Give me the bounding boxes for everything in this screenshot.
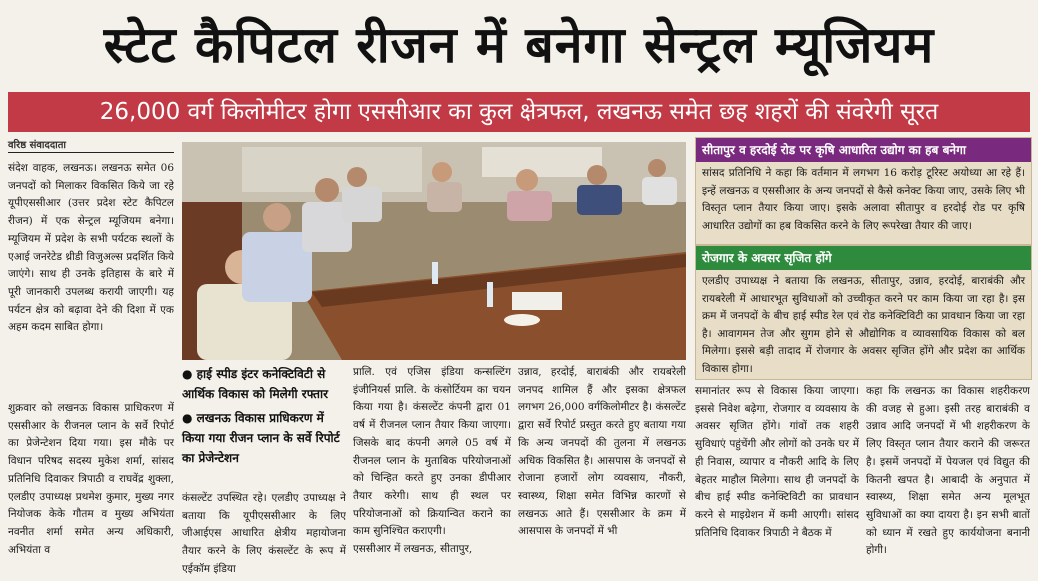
subheadline: 26,000 वर्ग किलोमीटर होगा एससीआर का कुल क्षेत्रफल, लखनऊ समेत छह शहरों की संवरेगी सूरत — [8, 92, 1030, 132]
highlight-item: ● लखनऊ विकास प्राधिकरण में किया गया रीजन प्लान के सर्वे रिपोर्ट का प्रेजेन्टेशन — [182, 411, 340, 465]
headline: स्टेट कैपिटल रीजन में बनेगा सेन्ट्रल म्यूजियम — [103, 16, 935, 74]
sidebox-employment-title: रोजगार के अवसर सृजित होंगे — [696, 246, 1031, 270]
column-3-body: प्रालि. एवं एजिस इंडिया कन्सल्टिंग इंजीनियर्स प्रालि. के कंसोर्टियम का चयन किया गया है। कंसल्टेंट कंपनी द्वारा 01 वर्ष में रीजनल प्लान तैयार किया जाएगा। जिसके बाद कंपनी अगले 05 वर्ष में रीजनल प्लान के मुताबिक परियोजनाओं को चिन्हित करते हुए उनका डीपीआर तैयार करेगी। साथ ही स्थल पर परियोजनाओं को क्रियान्वित कराने का काम सुनिश्चित कराएगी। एससीआर में लखनऊ, सीतापुर, — [353, 366, 511, 556]
sidebox-agri-hub-text: सांसद प्रतिनिधि ने कहा कि वर्तमान में लगभग 16 करोड़ टूरिस्ट अयोध्या आ रहे हैं। इन्हें लखनऊ व एससीआर के अन्य जनपदों से कैसे कनेक्ट किया जाए, उसके लिए भी विस्तृत प्लान तैयार किया जाए। इसके अलावा सीतापुर व हरदोई रोड पर कृषि आधारित उद्योगों का हब विकसित करने के लिए रूपरेखा तैयार की जाए। — [702, 167, 1025, 232]
sidebox-employment — [695, 245, 1032, 380]
highlights-list — [182, 364, 346, 468]
byline: वरिष्ठ संवाददाता — [8, 140, 67, 151]
highlight-text: लखनऊ विकास प्राधिकरण में किया गया रीजन प्लान के सर्वे रिपोर्ट का प्रेजेन्टेशन — [182, 411, 340, 465]
meeting-photo — [182, 142, 686, 360]
column-5-body: समानांतर रूप से विकास किया जाएगा। इससे निवेश बढ़ेगा, रोजगार व व्यवसाय के अवसर सृजित होंगे। गांवों तक शहरी सुविधाएं पहुंचेंगी और लोगों को उनके घर में ही निवास, व्यापार व नौकरी आदि के लिए बेहतर माहौल मिलेगा। साथ ही जनपदों के बीच हाई स्पीड कनेक्टिविटी का प्रावधान करने से माइग्रेशन में कमी आएगी। सांसद प्रतिनिधि दिवाकर त्रिपाठी ने बैठक में — [695, 385, 859, 539]
highlight-text: हाई स्पीड इंटर कनेक्टिविटी से आर्थिक विकास को मिलेगी रफ्तार — [182, 367, 329, 401]
column-4-body: उन्नाव, हरदोई, बाराबंकी और रायबरेली जनपद शामिल हैं और इसका क्षेत्रफल लगभग 26,000 वर्गकिलोमीटर है। कंसल्टेंट द्वारा सर्वे रिपोर्ट प्रस्तुत करते हुए बताया गया कि अन्य जनपदों की तुलना में लखनऊ अधिक विकसित है। आसपास के जनपदों से रोजाना हजारों लोग व्यवसाय, नौकरी, स्वास्थ्य, शिक्षा समेत विभिन्न कारणों से लखनऊ आते हैं। एससीआर के क्रम में आसपास के जनपदों में भी — [518, 366, 686, 538]
sidebox-agri-hub-title: सीतापुर व हरदोई रोड पर कृषि आधारित उद्योग का हब बनेगा — [696, 138, 1031, 162]
column-1-body: शुक्रवार को लखनऊ विकास प्राधिकरण में एससीआर के रीजनल प्लान के सर्वे रिपोर्ट का प्रेजेन्टेशन दिया गया। इस मौके पर विधान परिषद सदस्य मुकेश शर्मा, सांसद प्रतिनिधि दिवाकर त्रिपाठी व राघवेंद्र शुक्ला, एलडीए उपाध्यक्ष प्रथमेश कुमार, मुख्य नगर नियोजक केके गौतम व मुख्य अभियंता नवनीत शर्मा समेत अन्य अधिकारी, अभियंता व — [8, 402, 174, 556]
column-6-body: कहा कि लखनऊ का विकास शहरीकरण की वजह से हुआ। इसी तरह बाराबंकी व उन्नाव आदि जनपदों में भी शहरीकरण के लिए विस्तृत प्लान तैयार कराने की जरूरत है। इसमें जनपदों में पेयजल एवं विद्युत की कितनी खपत है। आबादी के अनुपात में स्वास्थ्य, शिक्षा समेत अन्य मूलभूत सुविधाओं का क्या दायरा है। इन सभी बातों को ध्यान में रखते हुए कार्ययोजना बनानी होगी। — [866, 385, 1030, 557]
highlight-item: ● हाई स्पीड इंटर कनेक्टिविटी से आर्थिक विकास को मिलेगी रफ्तार — [182, 367, 329, 401]
sidebox-agri-hub — [695, 137, 1032, 245]
sidebox-employment-text: एलडीए उपाध्यक्ष ने बताया कि लखनऊ, सीतापुर, उन्नाव, हरदोई, बाराबंकी और रायबरेली में आधारभूत सुविधाओं को उच्चीकृत करने पर काम किया जा रहा है। इस क्रम में जनपदों के बीच हाई स्पीड रेल एवं रोड कनेक्टिविटी का प्रावधान किया जा रहा है। आवागमन तेज और सुगम होने से औद्योगिक व व्यावसायिक विकास को बल मिलेगा। इससे बड़ी तादाद में रोजगार के अवसर सृजित होंगे और प्रदेश का आर्थिक विकास होगा। — [702, 275, 1025, 375]
column-2-body: कंसल्टेंट उपस्थित रहे। एलडीए उपाध्यक्ष ने बताया कि यूपीएससीआर के लिए जीआईएस आधारित क्षेत्रीय महायोजना तैयार करने के लिए कंसल्टेंट के रूप में एईकॉम इंडिया — [182, 492, 346, 575]
column-1-intro: संदेश वाहक, लखनऊ। लखनऊ समेत 06 जनपदों को मिलाकर विकसित किये जा रहे यूपीएससीआर (उत्तर प्रदेश स्टेट कैपिटल रीजन) में एक सेन्ट्रल म्यूजियम बनेगा। म्यूजियम में प्रदेश के सभी पर्यटक स्थलों के एआई जनरेटेड थ्रीडी विजुअल्स प्रदर्शित किये जाएंगे। साथ ही उनके इतिहास के बारे में पूरी जानकारी उपलब्ध करायी जाएगी। यह पर्यटन क्षेत्र को बढ़ावा देने की दिशा में एक अहम कदम साबित होगा। — [8, 162, 174, 334]
byline-rule — [8, 152, 174, 153]
